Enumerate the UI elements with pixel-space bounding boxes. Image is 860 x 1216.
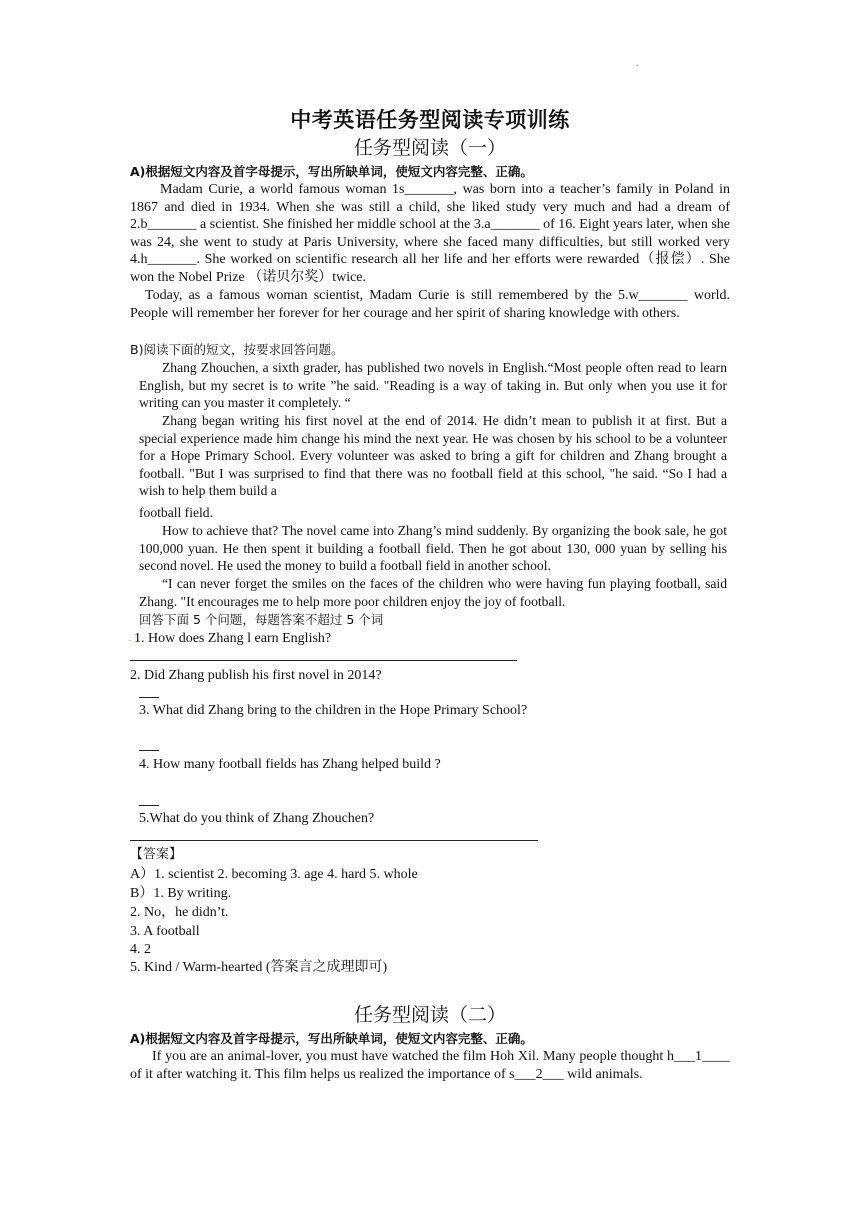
answer-line[interactable] (130, 660, 517, 661)
page-dot: . (636, 58, 639, 69)
instruction-a-2: A)根据短文内容及首字母提示，写出所缺单词，使短文内容完整、正确。 (130, 1031, 533, 1046)
question-1: 1. How does Zhang l earn English? (134, 631, 332, 646)
answer-line[interactable] (139, 750, 159, 751)
passage-paragraph: Madam Curie, a world famous woman 1s_______, was born into a teacher’s family in Poland in 1867 and died in 1934. When she was still a child, she liked study very much and had a dream of 2.b_______ a scientist. She finished her middle school at the 3.a_______ of 16. Eight years later, when she was 24, she went to study at Paris University, where she faced many difficulties, but still worked very 4.h_______. She worked on scientific research all her life and her efforts were rewarded（报偿）. She won the Nobel Prize （诺贝尔奖）twice. (130, 182, 730, 285)
passage-paragraph: “I can never forget the smiles on the faces of the children who were having fun playing football, said Zhang. "It encourages me to help more poor children enjoy the joy of football. (139, 576, 727, 609)
question-3: 3. What did Zhang bring to the children in the Hope Primary School? (139, 703, 528, 718)
passage-paragraph: Zhang began writing his first novel at the end of 2014. He didn’t mean to publish it at first. But a special experience made him change his mind the next year. He was chosen by his school to be a volunteer for a Hope Primary School. Every volunteer was asked to bring a gift for children and Zhang brought a football. "But I was surprised to find that there was no football field at this school, "he said. “So I had a wish to help them build a (139, 413, 727, 499)
page-title: 中考英语任务型阅读专项训练 (290, 108, 570, 132)
passage-paragraph: How to achieve that? The novel came into Zhang’s mind suddenly. By organizing the book sale, he got 100,000 yuan. He then spent it building a football field. Then he got about 130, 000 yuan by selling his second novel. He used the money to build a football field in another school. (139, 523, 727, 574)
answer-line-text: 2. No，he didn’t. (130, 905, 229, 920)
answer-line-text: 5. Kind / Warm-hearted (答案言之成理即可) (130, 960, 388, 975)
answer-heading: 【答案】 (130, 847, 183, 862)
answer-line-text: B）1. By writing. (130, 886, 232, 901)
passage-paragraph: Today, as a famous woman scientist, Madam Curie is still remembered by the 5.w_______ world. People will remember her forever for her courage and her spirit of sharing knowledge with others. (130, 288, 730, 321)
passage-line: football field. (139, 505, 213, 520)
passage-paragraph: If you are an animal-lover, you must have watched the film Hoh Xil. Many people thought h___1____ of it after watching it. This film helps us realized the importance of s___2___ wild animals. (130, 1049, 730, 1082)
question-5: 5.What do you think of Zhang Zhouchen? (139, 811, 375, 826)
answer-line[interactable] (139, 697, 159, 698)
answer-line-text: 3. A football (130, 924, 200, 939)
question-instruction: 回答下面 5 个问题，每题答案不超过 5 个词 (139, 612, 384, 627)
answer-line[interactable] (139, 805, 159, 806)
passage-paragraph: Zhang Zhouchen, a sixth grader, has published two novels in English.“Most people often read to learn English, but my secret is to write ”he said. "Reading is a way of taking in. But only when you use it for writing can you master it completely. “ (139, 360, 727, 411)
mark-dot: . (129, 633, 132, 643)
section-heading-2: 任务型阅读（二） (353, 1004, 506, 1026)
instruction-a: A)根据短文内容及首字母提示，写出所缺单词，使短文内容完整、正确。 (130, 164, 533, 179)
instruction-b: B)阅读下面的短文，按要求回答问题。 (130, 342, 344, 357)
question-2: 2. Did Zhang publish his first novel in 2014? (130, 668, 382, 683)
answer-line-text: 4. 2 (130, 942, 151, 957)
answer-line-text: A）1. scientist 2. becoming 3. age 4. hard 5. whole (130, 867, 418, 882)
answer-line[interactable] (130, 840, 538, 841)
question-4: 4. How many football fields has Zhang helped build ? (139, 757, 441, 772)
section-heading: 任务型阅读（一） (353, 137, 506, 159)
